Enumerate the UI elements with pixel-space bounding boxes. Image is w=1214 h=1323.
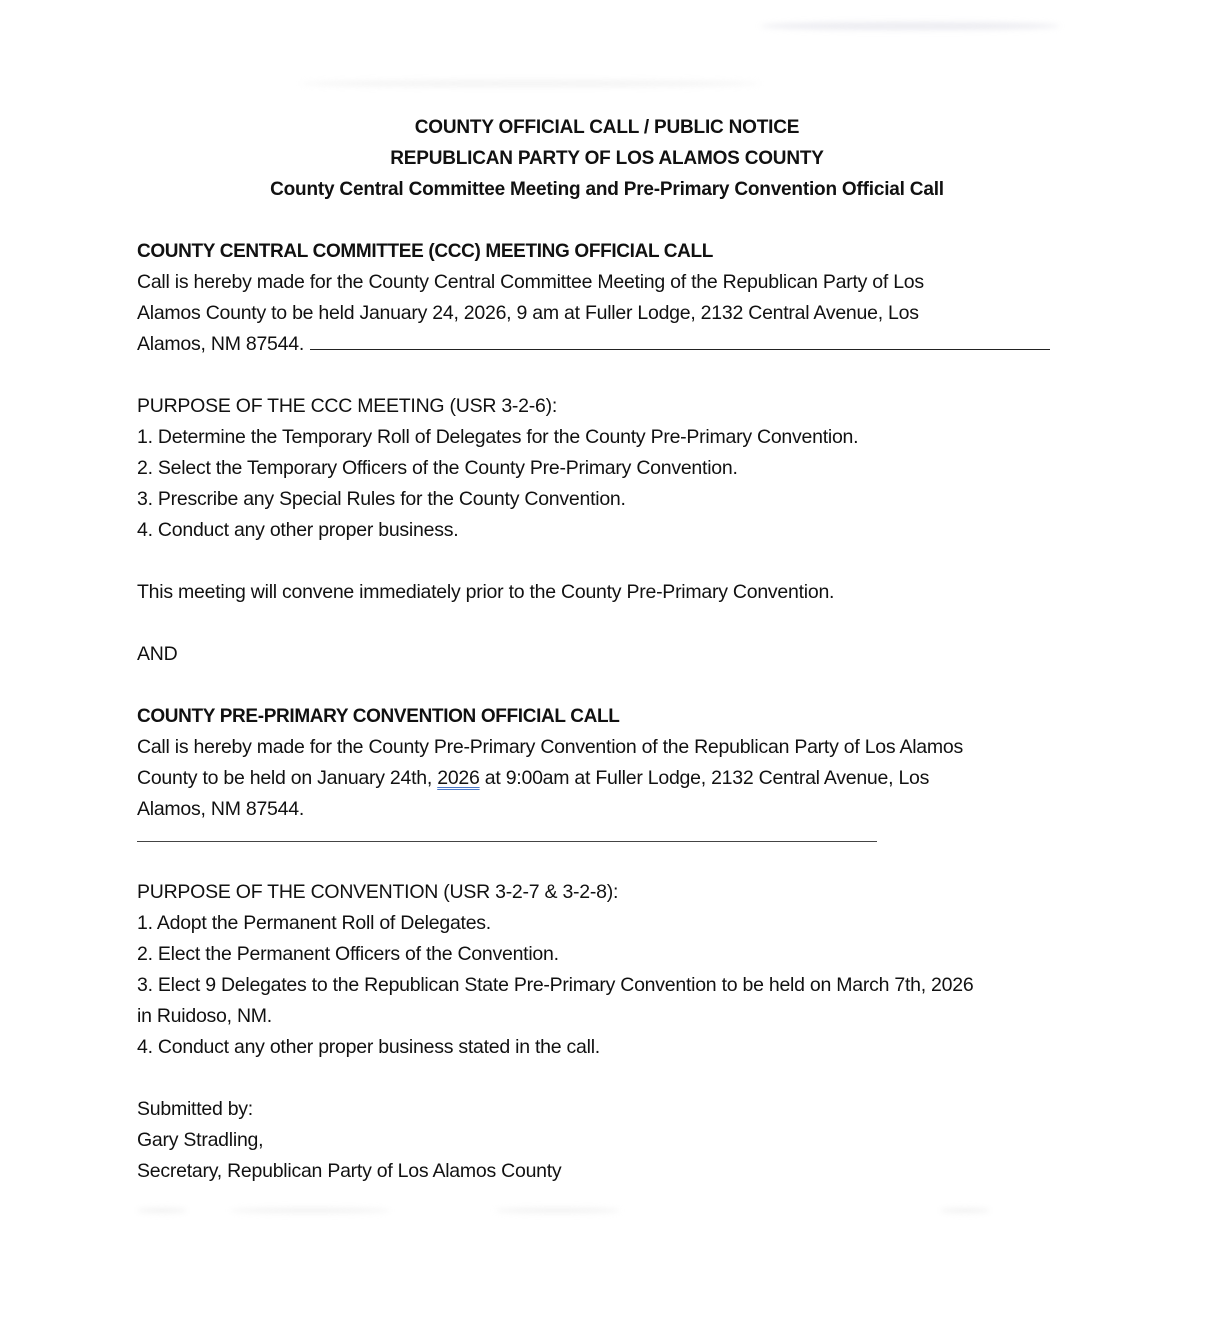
spacer <box>137 546 1077 577</box>
ccc-body-line: Alamos County to be held January 24, 2026, 9 am at Fuller Lodge, 2132 Central Avenue, Los <box>137 302 919 324</box>
convention-body-text: at 9:00am at Fuller Lodge, 2132 Central Avenue, Los <box>479 767 930 789</box>
ccc-section <box>137 236 1077 608</box>
convention-purpose-item: 3. Elect 9 Delegates to the Republican State Pre-Primary Convention to be held on March 7th, 2026 <box>137 974 974 996</box>
title-line-3: County Central Committee Meeting and Pre-Primary Convention Official Call <box>270 179 944 200</box>
convention-purpose-item: 1. Adopt the Permanent Roll of Delegates. <box>137 912 491 934</box>
signature-title: Secretary, Republican Party of Los Alamos County <box>137 1160 562 1182</box>
scan-artifact <box>300 80 760 87</box>
ccc-body-line: Call is hereby made for the County Central Committee Meeting of the Republican Party of Los <box>137 271 924 293</box>
fill-in-rule <box>310 349 1050 350</box>
signature-label: Submitted by: <box>137 1098 253 1120</box>
convention-purpose-item: 2. Elect the Permanent Officers of the Convention. <box>137 943 559 965</box>
ccc-purpose-item: 4. Conduct any other proper business. <box>137 519 459 541</box>
convention-purpose-item: 4. Conduct any other proper business stated in the call. <box>137 1036 600 1058</box>
ccc-body-line-last <box>137 329 1077 360</box>
title-line-2: REPUBLICAN PARTY OF LOS ALAMOS COUNTY <box>390 148 824 169</box>
ccc-purpose-item: 1. Determine the Temporary Roll of Delegates for the County Pre-Primary Convention. <box>137 426 859 448</box>
document-page <box>137 112 1077 1187</box>
scan-artifact <box>940 1208 990 1213</box>
convention-body-line: Call is hereby made for the County Pre-Primary Convention of the Republican Party of Los Alamos <box>137 736 963 758</box>
convention-heading: COUNTY PRE-PRIMARY CONVENTION OFFICIAL CALL <box>137 706 620 727</box>
scan-artifact <box>495 1208 620 1213</box>
scan-artifact <box>230 1208 390 1213</box>
conjunction-text: AND <box>137 643 178 665</box>
ccc-body-line-text: Alamos, NM 87544. <box>137 333 304 355</box>
convention-purpose-item-continued: in Ruidoso, NM. <box>137 1005 272 1027</box>
signature-block <box>137 1094 1077 1187</box>
ccc-purpose-item: 2. Select the Temporary Officers of the County Pre-Primary Convention. <box>137 457 738 479</box>
signature-name: Gary Stradling, <box>137 1129 264 1151</box>
horizontal-rule <box>137 825 1077 865</box>
ccc-purpose-item: 3. Prescribe any Special Rules for the County Convention. <box>137 488 626 510</box>
spacer <box>137 1063 1077 1094</box>
ccc-purpose-heading: PURPOSE OF THE CCC MEETING (USR 3-2-6): <box>137 395 558 417</box>
convention-body-line: Alamos, NM 87544. <box>137 798 304 820</box>
document-header <box>137 112 1077 205</box>
convention-purpose-heading: PURPOSE OF THE CONVENTION (USR 3-2-7 & 3-2-8): <box>137 881 619 903</box>
convention-body-text: County to be held on January 24th, <box>137 767 438 789</box>
convention-section <box>137 701 1077 1063</box>
grammar-flagged-year[interactable]: 2026 <box>437 767 480 789</box>
title-line-1: COUNTY OFFICIAL CALL / PUBLIC NOTICE <box>414 117 800 138</box>
spacer <box>137 360 1077 391</box>
spacer <box>137 608 1077 639</box>
convention-body-line <box>137 763 1077 794</box>
spacer <box>137 670 1077 701</box>
ccc-note: This meeting will convene immediately prior to the County Pre-Primary Convention. <box>137 581 835 603</box>
spacer <box>137 865 1077 877</box>
spacer <box>137 205 1077 236</box>
scan-artifact <box>137 1208 187 1213</box>
ccc-heading: COUNTY CENTRAL COMMITTEE (CCC) MEETING OFFICIAL CALL <box>137 241 714 262</box>
scan-artifact <box>760 22 1060 30</box>
